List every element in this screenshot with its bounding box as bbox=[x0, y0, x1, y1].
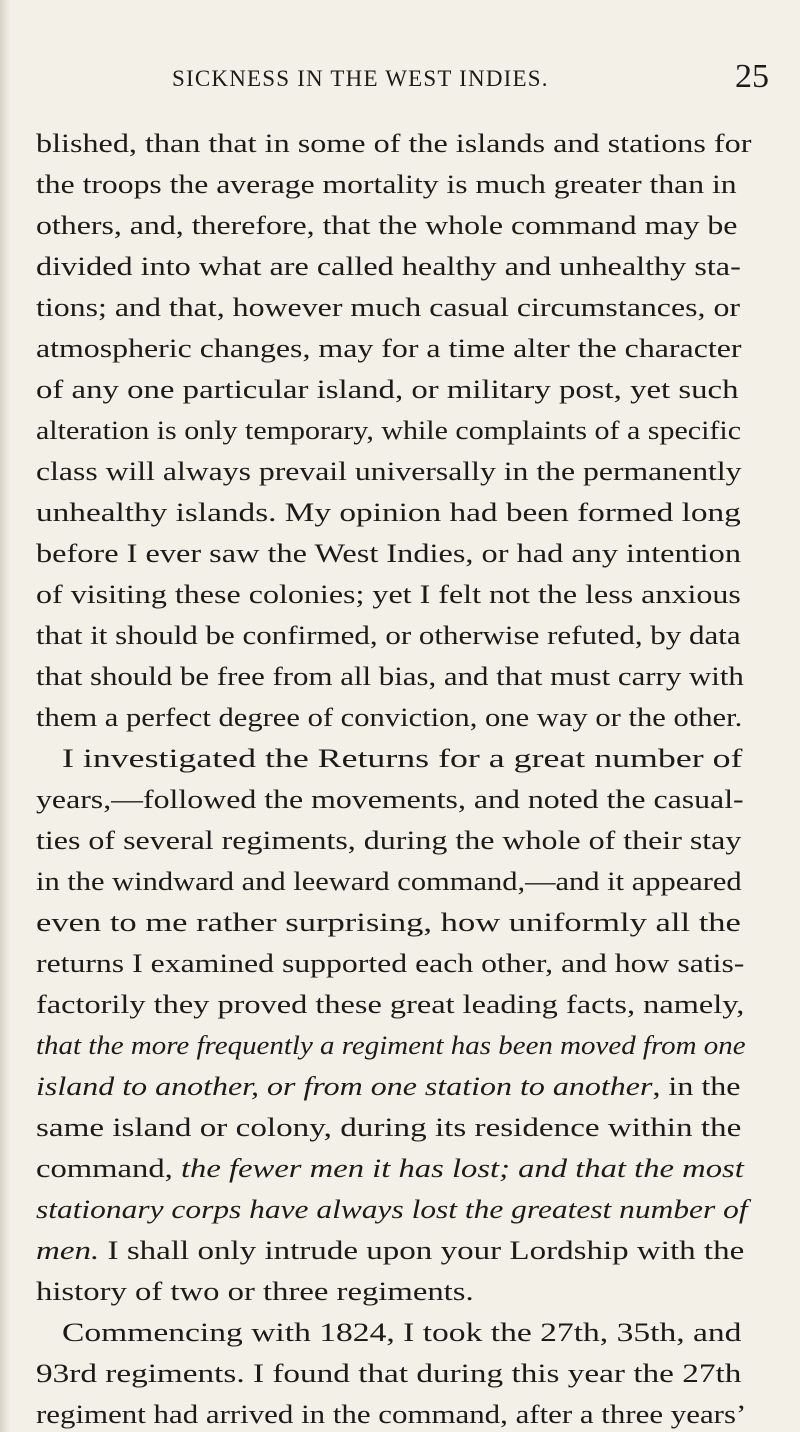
text-line: I investigated the Returns for a great number of bbox=[62, 743, 743, 773]
page-header bbox=[0, 58, 800, 98]
text-line: history of two or three regiments. bbox=[36, 1276, 474, 1306]
text-line: of any one particular island, or military post, yet such bbox=[36, 374, 739, 404]
page-number: 25 bbox=[735, 58, 769, 95]
text-line: alteration is only temporary, while complaints of a specific bbox=[36, 415, 742, 445]
text-line: years,—followed the movements, and noted the casual- bbox=[36, 784, 744, 814]
text-line: unhealthy islands. My opinion had been formed long bbox=[36, 497, 741, 527]
text-line: Commencing with 1824, I took the 27th, 35th, and bbox=[62, 1317, 742, 1347]
text-line: factorily they proved these great leading facts, namely, bbox=[36, 989, 745, 1019]
text-line: same island or colony, during its residence within the bbox=[36, 1112, 742, 1142]
gutter-shadow bbox=[0, 0, 10, 1432]
text-line: men. I shall only intrude upon your Lordship with the bbox=[36, 1235, 745, 1265]
text-line: blished, than that in some of the islands and stations for bbox=[36, 128, 752, 158]
text-line: of visiting these colonies; yet I felt not the less anxious bbox=[36, 579, 741, 609]
text-line: even to me rather surprising, how uniformly all the bbox=[36, 907, 741, 937]
text-line: ties of several regiments, during the whole of their stay bbox=[36, 825, 742, 855]
running-head: SICKNESS IN THE WEST INDIES. bbox=[172, 66, 549, 91]
text-line: in the windward and leeward command,—and it appeared bbox=[36, 866, 742, 896]
text-line: divided into what are called healthy and unhealthy sta- bbox=[36, 251, 741, 281]
text-line: class will always prevail universally in the permanently bbox=[36, 456, 742, 486]
text-line: that it should be confirmed, or otherwise refuted, by data bbox=[36, 620, 741, 650]
text-line: regiment had arrived in the command, after a three years’ bbox=[36, 1399, 747, 1429]
text-line: that should be free from all bias, and that must carry with bbox=[36, 661, 744, 691]
text-line: the troops the average mortality is much greater than in bbox=[36, 169, 737, 199]
text-line: before I ever saw the West Indies, or had any intention bbox=[36, 538, 741, 568]
text-line: atmospheric changes, may for a time alter the character bbox=[36, 333, 742, 363]
text-line: island to another, or from one station to another, in the bbox=[36, 1071, 741, 1101]
text-line: 93rd regiments. I found that during this year the 27th bbox=[36, 1358, 742, 1388]
text-line: stationary corps have always lost the greatest number of bbox=[36, 1194, 748, 1224]
text-line: tions; and that, however much casual circumstances, or bbox=[36, 292, 741, 322]
text-line: them a perfect degree of conviction, one way or the other. bbox=[36, 702, 743, 732]
text-line: others, and, therefore, that the whole command may be bbox=[36, 210, 738, 240]
text-line: returns I examined supported each other, and how satis- bbox=[36, 948, 745, 978]
text-line: command, the fewer men it has lost; and that the most bbox=[36, 1153, 744, 1183]
text-line: that the more frequently a regiment has been moved from one bbox=[36, 1030, 746, 1060]
